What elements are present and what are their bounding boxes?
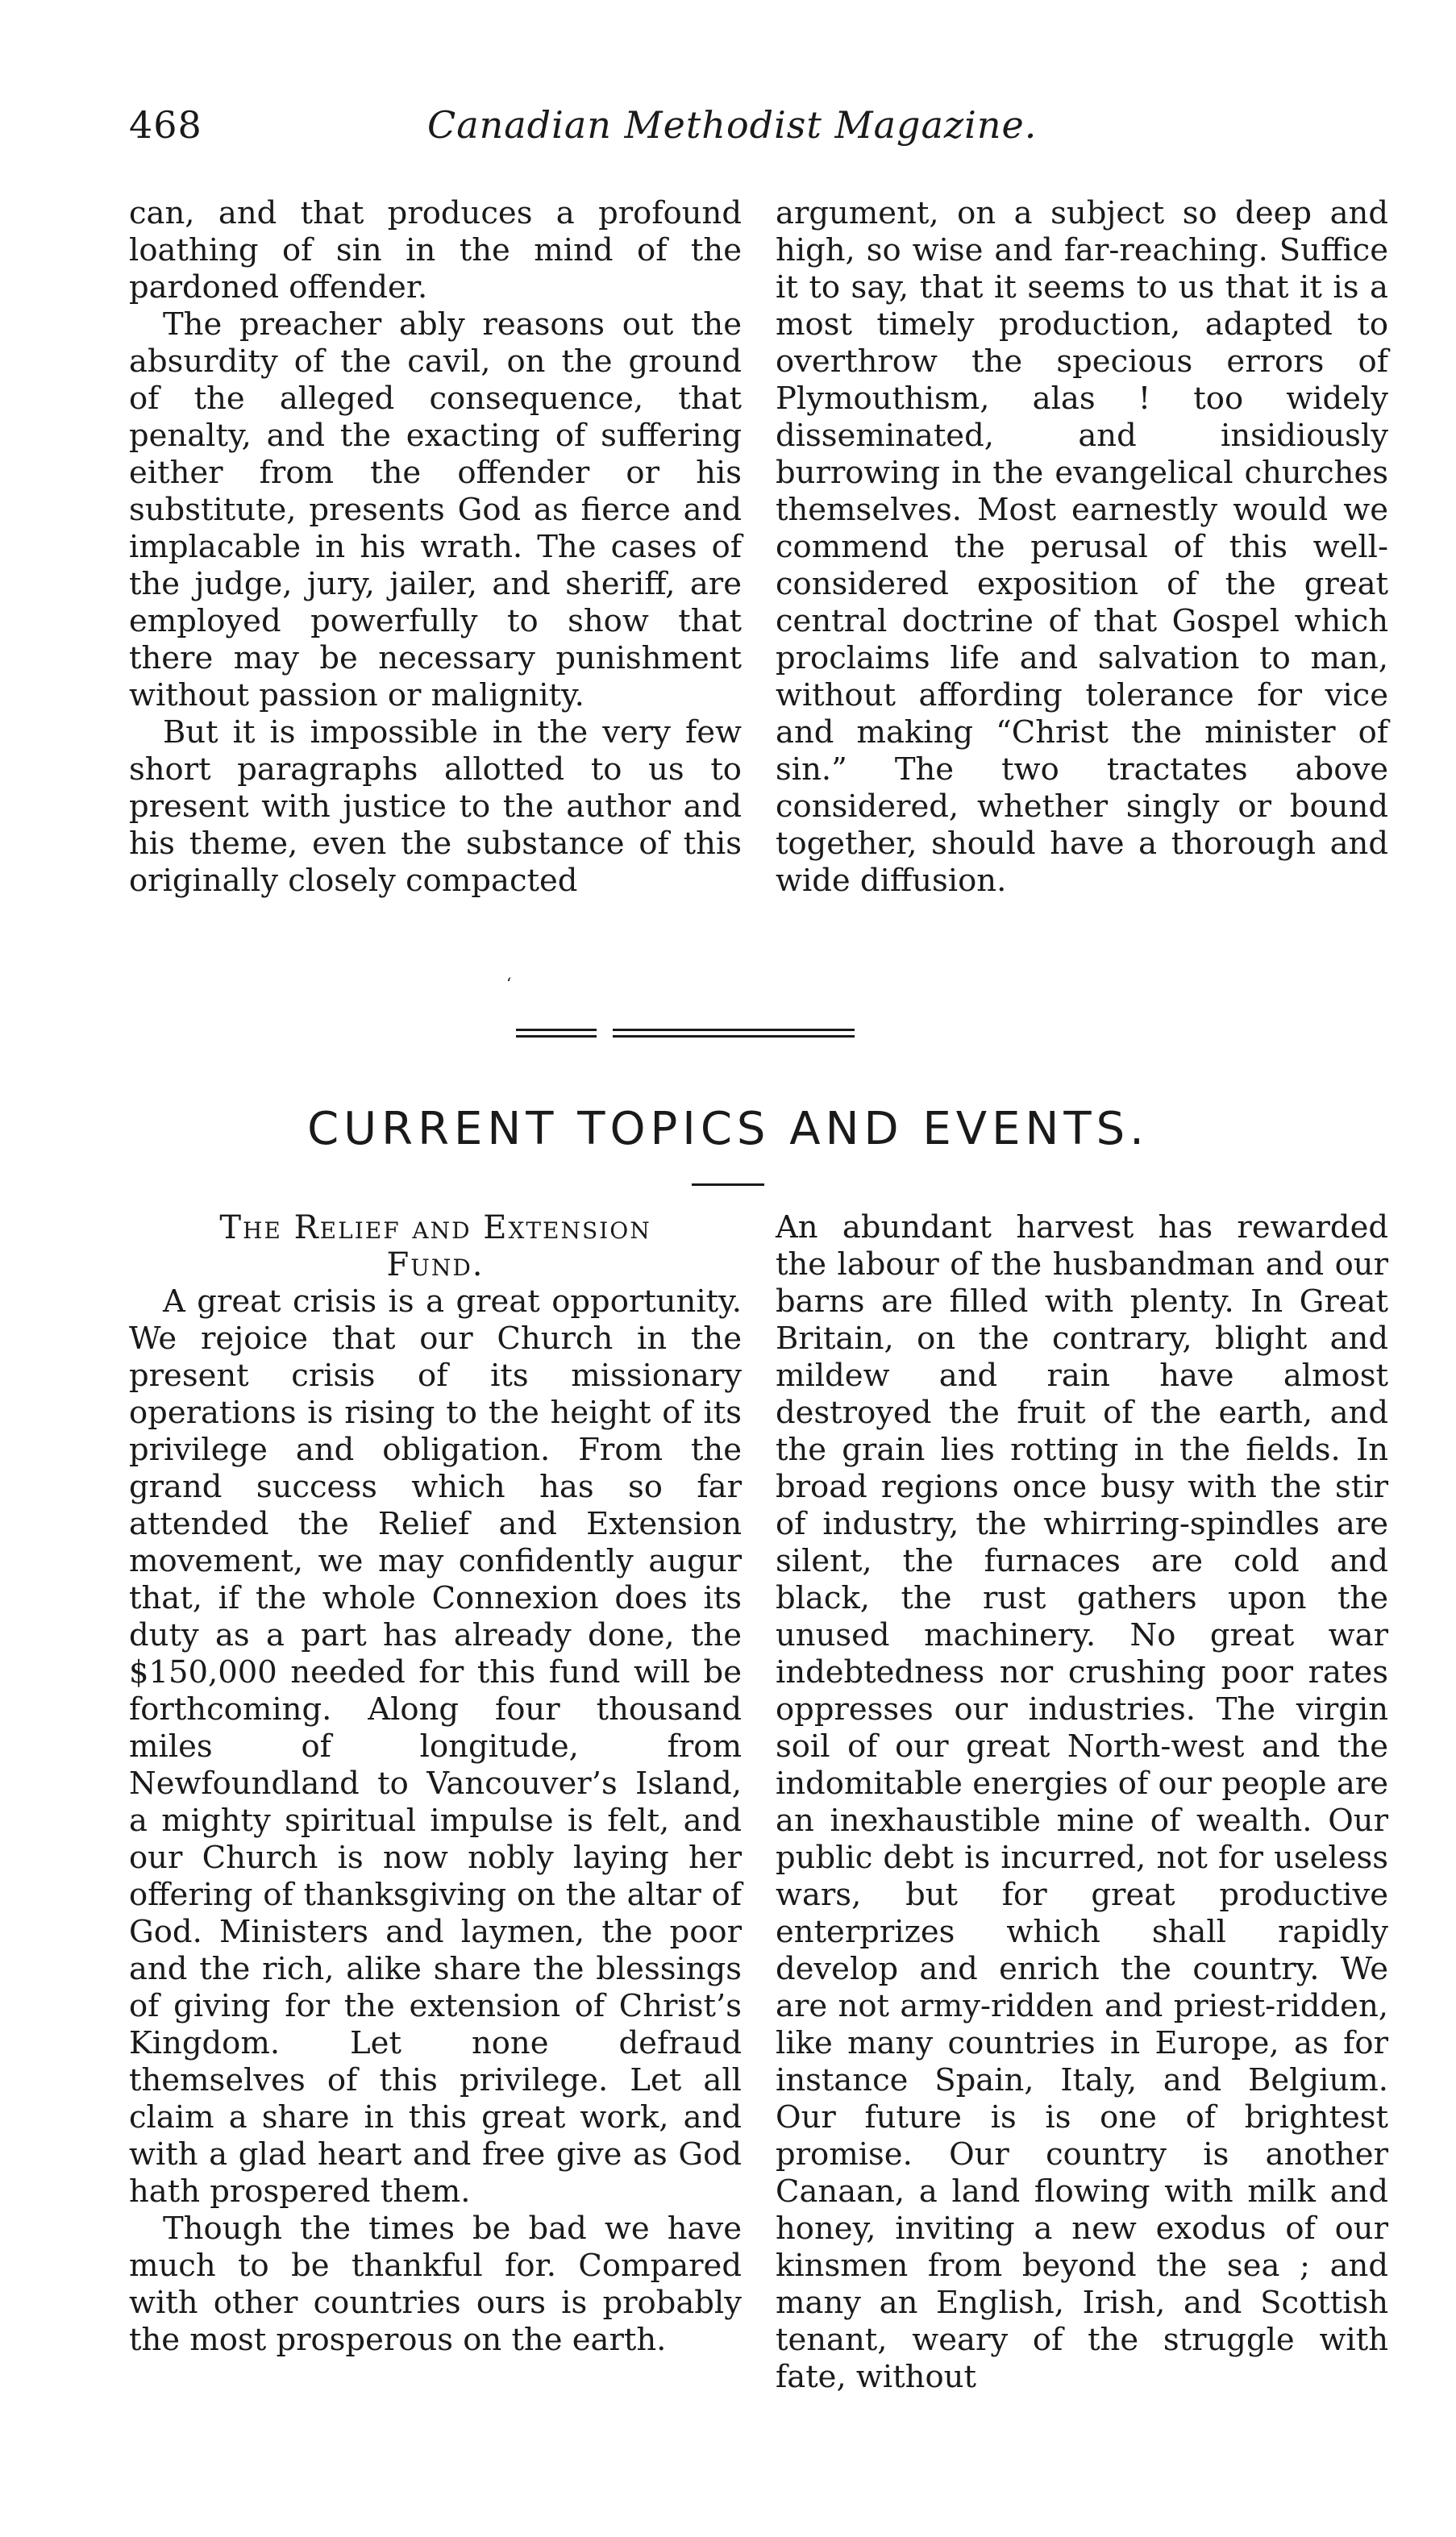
section-title: CURRENT TOPICS AND EVENTS. <box>307 1103 1149 1155</box>
page-number: 468 <box>129 103 202 147</box>
paragraph: can, and that produces a profound loathing of sin in the mind of the pardoned offender. <box>129 195 742 306</box>
lower-left-column <box>129 1209 742 2359</box>
divider-line <box>516 1029 597 1031</box>
running-title: Canadian Methodist Magazine. <box>427 103 1038 147</box>
paragraph: An abundant harvest has rewarded the labour of the husbandman and our barns are filled with plenty. In Great Britain, on the contrary, blight and mildew and rain have almost destroyed the fruit of the earth, and the grain lies rotting in the fields. In broad regions once busy with the stir of industry, the whirring-spindles are silent, the furnaces are cold and black, the rust gathers upon the unused machinery. No great war indebtedness nor crushing poor rates oppresses our industries. The virgin soil of our great North-west and the indomitable energies of our people are an inexhaustible mine of wealth. Our public debt is incurred, not for useless wars, but for great productive enterprizes which shall rapidly develop and enrich the country. We are not army-ridden and priest-ridden, like many countries in Europe, as for instance Spain, Italy, and Belgium. Our future is is one of brightest promise. Our country is another Canaan, a land flowing with milk and honey, inviting a new exodus of our kinsmen from beyond the sea ; and many an English, Irish, and Scottish tenant, weary of the struggle with fate, without <box>776 1209 1388 2395</box>
paragraph: argument, on a subject so deep and high, so wise and far-reaching. Suffice it to say, that it seems to us that it is a most timely production, adapted to overthrow the specious errors of Plymouthism, alas ! too widely disseminated, and insidiously burrowing in the evangelical churches themselves. Most earnestly would we commend the perusal of this well-considered exposition of the great central doctrine of that Gospel which proclaims life and salvation to man, without affording tolerance for vice and making “Christ the minister of sin.” The two tractates above considered, whether singly or bound together, should have a thorough and wide diffusion. <box>776 195 1388 899</box>
divider-line <box>613 1035 855 1038</box>
lower-right-column <box>776 1209 1388 2396</box>
paragraph: Though the times be bad we have much to be thankful for. Compared with other countries ours is probably the most prosperous on the earth. <box>129 2211 742 2358</box>
stray-mark: ‘ <box>506 974 512 993</box>
divider-line <box>516 1035 597 1038</box>
paragraph: The preacher ably reasons out the absurdity of the cavil, on the ground of the alleged consequence, that penalty, and the exacting of suffering either from the offender or his substitute, presents God as fierce and implacable in his wrath. The cases of the judge, jury, jailer, and sheriff, are employed powerfully to show that there may be necessary punishment without passion or malignity. <box>129 306 742 713</box>
title-underline <box>692 1183 764 1186</box>
upper-left-column <box>129 195 742 900</box>
upper-right-column <box>776 195 1388 900</box>
divider-line <box>613 1029 855 1031</box>
article-subhead: Fund. <box>386 1246 485 1283</box>
paragraph: A great crisis is a great opportunity. We rejoice that our Church in the present crisis of its missionary operations is rising to the height of its privilege and obligation. From the grand success which has so far attended the Relief and Extension movement, we may confidently augur that, if the whole Connexion does its duty as a part has already done, the $150,000 needed for this fund will be forthcoming. Along four thousand miles of longitude, from Newfoundland to Vancouver’s Island, a mighty spiritual impulse is felt, and our Church is now nobly laying her offering of thanksgiving on the altar of God. Ministers and laymen, the poor and the rich, alike share the blessings of giving for the extension of Christ’s Kingdom. Let none defraud themselves of this privilege. Let all claim a share in this great work, and with a glad heart and free give as God hath prospered them. <box>129 1283 742 2210</box>
paragraph: But it is impossible in the very few short paragraphs allotted to us to present with justice to the author and his theme, even the substance of this originally closely compacted <box>129 714 742 899</box>
section-divider <box>516 1024 967 1048</box>
article-subhead: The Relief and Extension <box>219 1209 651 1246</box>
page-header <box>129 103 1387 160</box>
